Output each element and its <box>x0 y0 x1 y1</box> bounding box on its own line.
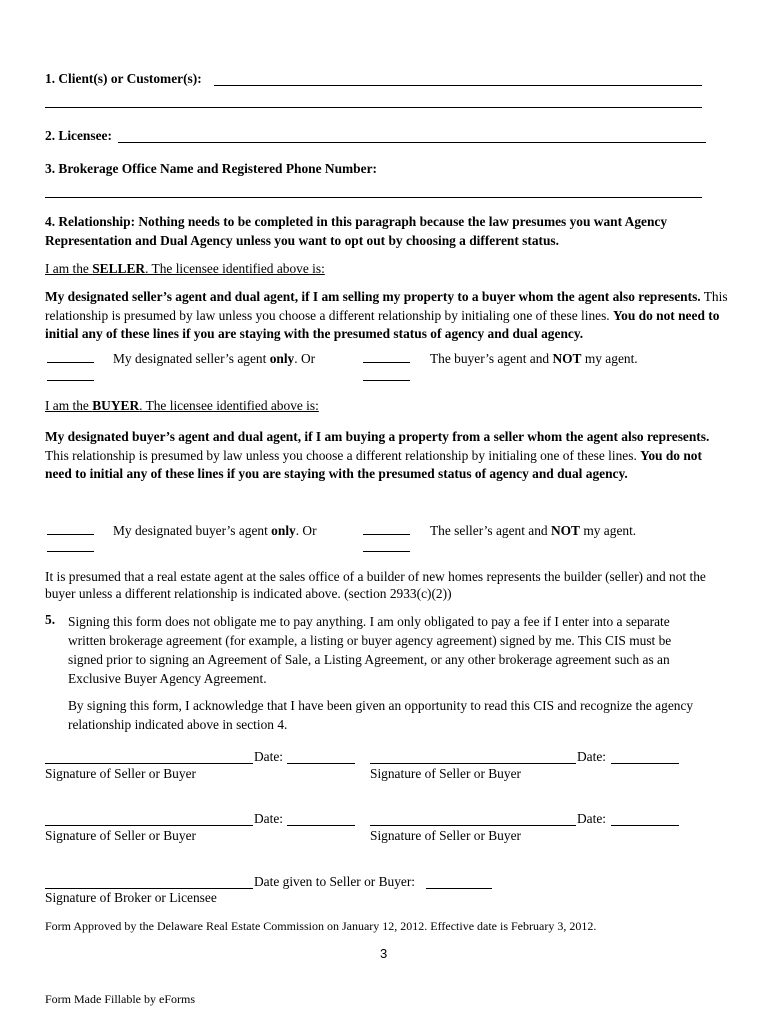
seller-initial-line-1a[interactable] <box>47 362 94 363</box>
seller-option-2-bold: NOT <box>552 351 582 366</box>
seller-intro <box>45 260 715 279</box>
buyer-initial-line-1b[interactable] <box>47 551 94 552</box>
buyer-initial-line-2b[interactable] <box>363 551 410 552</box>
approval-note: Form Approved by the Delaware Real Estate Commission on January 12, 2012. Effective date is February 3, 2012. <box>45 919 597 933</box>
buyer-option-1-suffix: . Or <box>295 523 317 538</box>
seller-option-2 <box>430 351 638 367</box>
seller-option-2-prefix: The buyer’s agent and <box>430 351 553 366</box>
buyer-option-1-bold: only <box>271 523 296 538</box>
date-line-4[interactable] <box>611 825 679 826</box>
licensee-input-line[interactable] <box>118 142 706 143</box>
buyer-intro <box>45 397 715 416</box>
section-5-acknowledgement: By signing this form, I acknowledge that I have been given an opportunity to read this CIS and recognize the agency relationship indicated above in section 4. <box>68 698 694 732</box>
relationship-heading: 4. Relationship: Nothing needs to be completed in this paragraph because the law presumes you want Agency Representation and Dual Agency unless you want to opt out by choosing a different status. <box>45 214 668 248</box>
broker-signature-caption: Signature of Broker or Licensee <box>45 890 217 905</box>
seller-initial-line-2a[interactable] <box>363 362 410 363</box>
date-label-3: Date: <box>254 811 283 826</box>
buyer-option-2 <box>430 523 636 539</box>
signature-line-4[interactable] <box>370 825 576 826</box>
seller-intro-prefix: I am the <box>45 261 93 276</box>
buyer-initial-line-1a[interactable] <box>47 534 94 535</box>
buyer-initial-line-2a[interactable] <box>363 534 410 535</box>
seller-initial-line-2b[interactable] <box>363 380 410 381</box>
page-number: 3 <box>380 946 388 961</box>
seller-statement-normal: This relationship is presumed by law unless you choose a different relationship by initialing one of these lines. <box>45 289 728 323</box>
buyer-option-1-prefix: My designated buyer’s agent <box>113 523 272 538</box>
signature-caption-2: Signature of Seller or Buyer <box>370 766 521 781</box>
buyer-intro-suffix: . The licensee identified above is: <box>139 398 319 413</box>
signature-caption-3: Signature of Seller or Buyer <box>45 828 196 843</box>
seller-initial-line-1b[interactable] <box>47 380 94 381</box>
date-line-1[interactable] <box>287 763 355 764</box>
date-line-3[interactable] <box>287 825 355 826</box>
seller-option-2-suffix: my agent. <box>581 351 638 366</box>
buyer-option-2-bold: NOT <box>550 523 580 538</box>
licensee-label: 2. Licensee: <box>45 128 112 143</box>
date-label-1: Date: <box>254 749 283 764</box>
seller-option-1-bold: only <box>269 351 295 366</box>
buyer-intro-prefix: I am the <box>45 398 93 413</box>
buyer-statement-bold2: You do not need to initial any of these lines if you are staying with the presumed status of agency and dual agency. <box>45 447 702 481</box>
seller-statement-bold2: You do not need to initial any of these lines if you are staying with the presumed status of agency and dual agency. <box>45 307 720 341</box>
clients-label: 1. Client(s) or Customer(s): <box>45 71 202 86</box>
seller-option-1-prefix: My designated seller’s agent <box>113 351 270 366</box>
buyer-option-2-prefix: The seller’s agent and <box>430 523 551 538</box>
buyer-option-1 <box>113 523 317 539</box>
date-label-2: Date: <box>577 749 606 764</box>
date-line-2[interactable] <box>611 763 679 764</box>
date-label-4: Date: <box>577 811 606 826</box>
date-given-line[interactable] <box>426 888 492 889</box>
broker-signature-line[interactable] <box>45 888 253 889</box>
signature-line-2[interactable] <box>370 763 576 764</box>
made-fillable-note: Form Made Fillable by eForms <box>45 992 195 1006</box>
signature-line-3[interactable] <box>45 825 253 826</box>
date-given-label: Date given to Seller or Buyer: <box>254 874 416 889</box>
clients-input-line-2[interactable] <box>45 107 702 108</box>
seller-option-1-suffix: . Or <box>294 351 316 366</box>
signature-line-1[interactable] <box>45 763 253 764</box>
signature-caption-4: Signature of Seller or Buyer <box>370 828 521 843</box>
brokerage-input-line[interactable] <box>45 197 702 198</box>
builder-note: It is presumed that a real estate agent at the sales office of a builder of new homes represents the builder (seller) and not the buyer unless a different relationship is indicated above. (section 2933(c)(2)) <box>45 569 706 601</box>
signature-caption-1: Signature of Seller or Buyer <box>45 766 196 781</box>
clients-input-line[interactable] <box>214 85 702 86</box>
buyer-statement <box>45 428 713 484</box>
section-5-number: 5. <box>45 612 56 627</box>
seller-option-1 <box>113 351 315 367</box>
buyer-role: BUYER <box>92 398 140 413</box>
seller-role: SELLER <box>92 261 146 276</box>
brokerage-label: 3. Brokerage Office Name and Registered Phone Number: <box>45 161 377 176</box>
seller-statement-bold: My designated seller’s agent and dual agent, if I am selling my property to a buyer whom the agent also represents. <box>45 289 701 304</box>
buyer-statement-normal: This relationship is presumed by law unless you choose a different relationship by initialing one of these lines. <box>45 447 641 463</box>
buyer-option-2-suffix: my agent. <box>580 523 637 538</box>
seller-statement <box>45 288 729 344</box>
buyer-statement-bold: My designated buyer’s agent and dual agent, if I am buying a property from a seller whom the agent also represents. <box>45 429 710 444</box>
section-5-text: Signing this form does not obligate me to pay anything. I am only obligated to pay a fee if I enter into a separate written brokerage agreement (for example, a listing or buyer agency agreement) signed by me. This CIS must be signed prior to signing an Agreement of Sale, a Listing Agreement, or any other brokerage agreement such as an Exclusive Buyer Agency Agreement. <box>68 614 672 686</box>
seller-intro-suffix: . The licensee identified above is: <box>145 261 325 276</box>
